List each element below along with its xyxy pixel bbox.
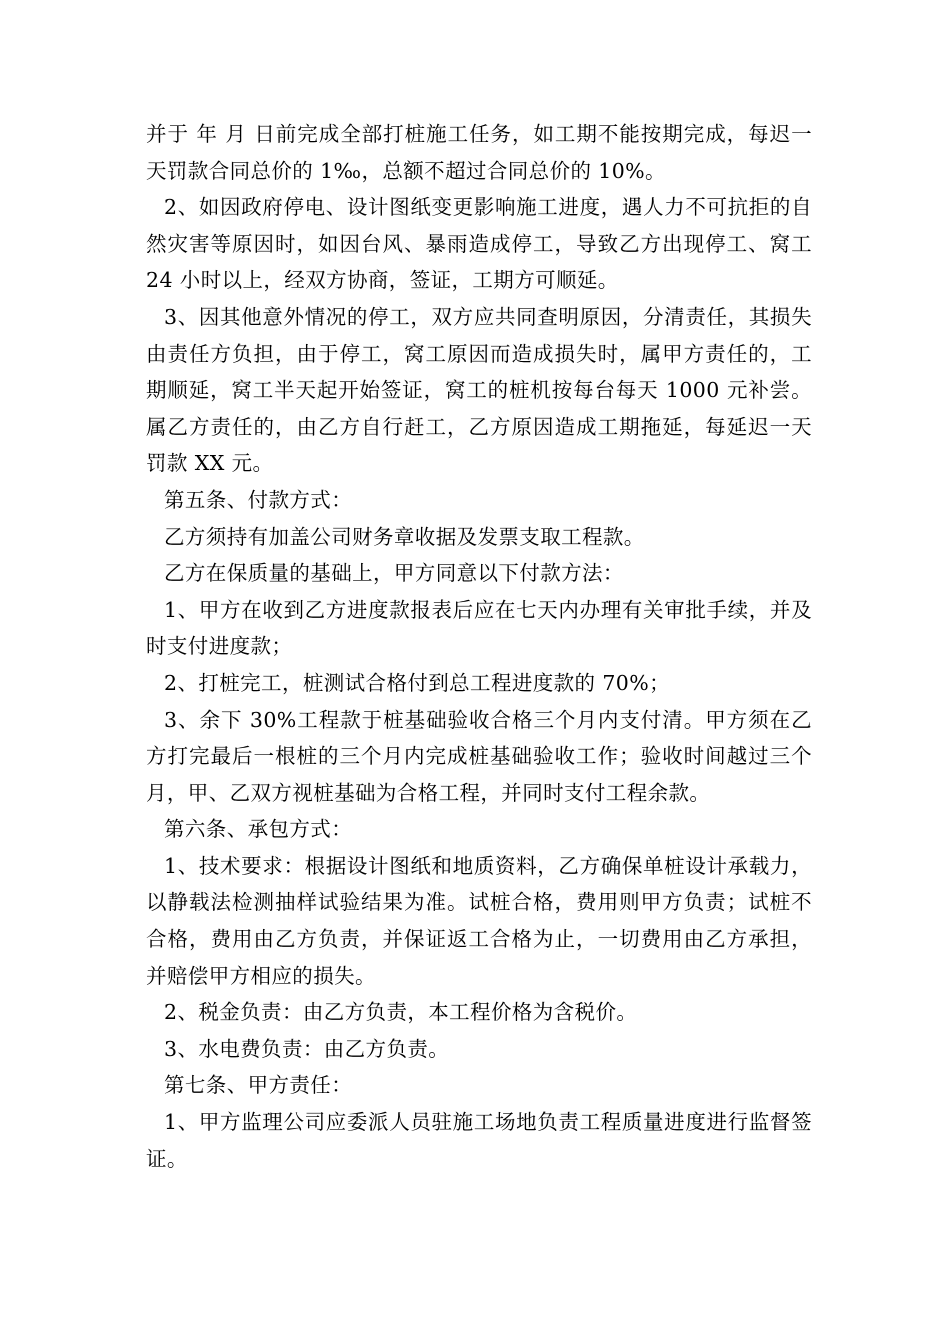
paragraph-payment-item-1: 1、甲方在收到乙方进度款报表后应在七天内办理有关审批手续，并及时支付进度款；: [146, 597, 812, 659]
paragraph-payment-item-2: 2、打桩完工，桩测试合格付到总工程进度款的 70%；: [164, 670, 671, 695]
section-heading-contract-method: 第六条、承包方式：: [164, 817, 353, 842]
paragraph-payment-item-3: 3、余下 30%工程款于桩基础验收合格三个月内支付清。甲方须在乙方打完最后一根桩的三个月内完成桩基础验收工作；验收时间越过三个月，甲、乙双方视桩基础为合格工程，并同时支付工程余款。: [146, 707, 812, 805]
document-page: [146, 116, 812, 1177]
paragraph-delay-extension: 2、如因政府停电、设计图纸变更影响施工进度，遇人力不可抗拒的自然灾害等原因时，如因台风、暴雨造成停工，导致乙方出现停工、窝工 24 小时以上，经双方协商，签证，工期方可顺延。: [146, 195, 812, 293]
section-heading-payment: 第五条、付款方式：: [164, 487, 353, 512]
paragraph-payment-receipts: 乙方须持有加盖公司财务章收据及发票支取工程款。: [164, 524, 645, 549]
paragraph-technical-requirements: 1、技术要求：根据设计图纸和地质资料，乙方确保单桩设计承载力，以静载法检测抽样试验结果为准。试桩合格，费用则甲方负责；试桩不合格，费用由乙方负责，并保证返工合格为止，一切费用由乙方承担，并赔偿甲方相应的损失。: [146, 853, 812, 988]
paragraph-payment-method-intro: 乙方在保质量的基础上，甲方同意以下付款方法：: [164, 561, 624, 586]
paragraph-tax-responsibility: 2、税金负责：由乙方负责，本工程价格为含税价。: [164, 1000, 638, 1025]
paragraph-supervision: 1、甲方监理公司应委派人员驻施工场地负责工程质量进度进行监督签证。: [146, 1110, 812, 1171]
paragraph-other-stoppage: 3、因其他意外情况的停工，双方应共同查明原因，分清责任，其损失由责任方负担，由于停工，窝工原因而造成损失时，属甲方责任的，工期顺延，窝工半天起开始签证，窝工的桩机按每台每天 1000 元补尝。属乙方责任的，由乙方自行赶工，乙方原因造成工期拖延，每延迟一天罚款 XX 元。: [146, 304, 812, 476]
paragraph-utilities-responsibility: 3、水电费负责：由乙方负责。: [164, 1036, 450, 1061]
paragraph-deadline-penalty: 并于 年 月 日前完成全部打桩施工任务，如工期不能按期完成，每迟一天罚款合同总价的 1‰，总额不超过合同总价的 10%。: [146, 122, 812, 183]
section-heading-party-a-duties: 第七条、甲方责任：: [164, 1073, 353, 1098]
